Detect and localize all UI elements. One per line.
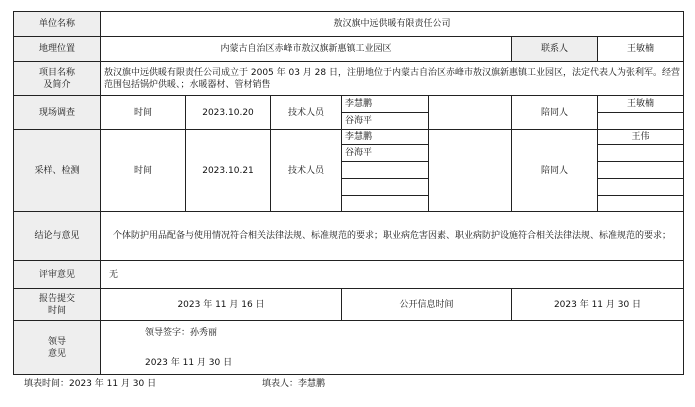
- review-value: 无: [100, 260, 684, 289]
- survey-label: 现场调查: [13, 95, 101, 130]
- survey-escort-label: 陪同人: [511, 95, 598, 130]
- sampling-escort-blank-1: [597, 144, 684, 162]
- sampling-label: 采样、检测: [13, 129, 101, 212]
- sampling-escort-blank-2: [597, 161, 684, 179]
- sampling-escort-blank-4: [597, 195, 684, 212]
- sampling-time-label: 时间: [100, 129, 186, 212]
- location-value: 内蒙古自治区赤峰市敖汉旗新惠镇工业园区: [100, 36, 512, 62]
- survey-escort-value: 王敏楠: [597, 95, 684, 113]
- conclusion-value: 个体防护用品配备与使用情况符合相关法律法规、标准规范的要求；职业病危害因素、职业病防护设施符合相关法律法规、标准规范的要求；: [100, 211, 684, 261]
- public-info-date: 2023 年 11 月 30 日: [511, 288, 684, 321]
- contact-value: 王敏楠: [597, 36, 684, 62]
- report-time-label: 报告提交 时间: [13, 288, 101, 321]
- sampling-tech-3: [341, 161, 429, 179]
- survey-tech-1: 李慧鹏: [341, 95, 429, 113]
- sampling-escort-blank-3: [597, 178, 684, 196]
- conclusion-label: 结论与意见: [13, 211, 101, 261]
- sampling-blank: [428, 129, 512, 212]
- survey-time-label: 时间: [100, 95, 186, 130]
- leader-opinion-label: 领导 意见: [13, 320, 101, 375]
- unit-name-value: 敖汉旗中远供暖有限责任公司: [100, 11, 684, 37]
- review-label: 评审意见: [13, 260, 101, 289]
- project-description: 敖汉旗中远供暖有限责任公司成立于 2005 年 03 月 28 日，注册地位于内蒙古自治区赤峰市敖汉旗新惠镇工业园区，法定代表人为张利军。经营范围包括锅炉供暖、；水暖器材、管材销售: [100, 61, 684, 96]
- unit-name-label: 单位名称: [13, 11, 101, 37]
- project-label: 项目名称 及简介: [13, 61, 101, 96]
- location-label: 地理位置: [13, 36, 101, 62]
- leader-date: 2023 年 11 月 30 日: [145, 358, 233, 368]
- survey-tech-2: 谷海平: [341, 112, 429, 130]
- sampling-date: 2023.10.21: [185, 129, 271, 212]
- public-info-time-label: 公开信息时间: [341, 288, 512, 321]
- leader-signature: 领导签字：孙秀丽: [145, 328, 218, 338]
- sampling-tech-2: 谷海平: [341, 144, 429, 162]
- survey-escort-blank: [597, 112, 684, 130]
- sampling-tech-4: [341, 178, 429, 196]
- sampling-tech-1: 李慧鹏: [341, 129, 429, 145]
- contact-label: 联系人: [511, 36, 598, 62]
- report-date: 2023 年 11 月 16 日: [100, 288, 342, 321]
- survey-blank: [428, 95, 512, 130]
- survey-date: 2023.10.20: [185, 95, 271, 130]
- sampling-tech-5: [341, 195, 429, 212]
- sampling-tech-label: 技术人员: [270, 129, 342, 212]
- fill-time: 填表时间：2023 年 11 月 30 日: [24, 379, 157, 389]
- sampling-escort-label: 陪同人: [511, 129, 598, 212]
- filler-name: 填表人：李慧鹏: [262, 379, 326, 389]
- sampling-escort-value: 王伟: [597, 129, 684, 145]
- survey-tech-label: 技术人员: [270, 95, 342, 130]
